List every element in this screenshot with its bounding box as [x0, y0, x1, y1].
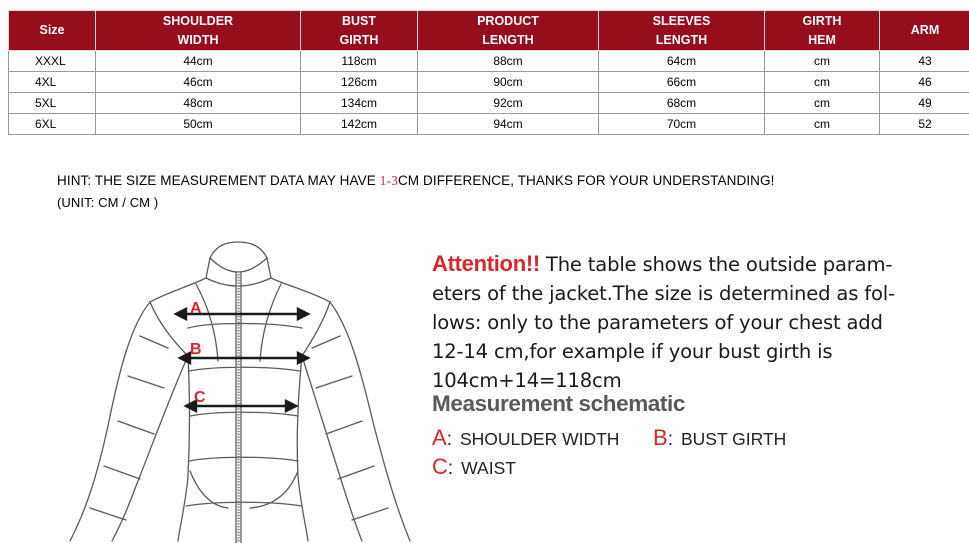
hint-range: 1-3 — [379, 173, 398, 188]
attention-line-4: 12-14 cm,for example if your bust girth is — [432, 340, 833, 363]
attention-note — [432, 249, 922, 395]
header-product-length: PRODUCT LENGTH — [418, 11, 599, 51]
table-row — [9, 114, 969, 135]
unit-text: (UNIT: CM / CM ) — [57, 195, 159, 210]
legend-label: WAIST — [461, 458, 516, 478]
legend-letter: C — [432, 454, 448, 479]
cell-product-length: 90cm — [418, 72, 599, 93]
cell-product-length: 94cm — [418, 114, 599, 135]
cell-sleeves-length: 66cm — [599, 72, 765, 93]
cell-shoulder-width: 44cm — [96, 51, 301, 72]
header-bust-girth: BUST GIRTH — [301, 11, 418, 51]
diagram-label-c: C — [194, 389, 206, 406]
legend-item-b: B: BUST GIRTH — [653, 425, 787, 450]
arrow-c-right-head — [286, 401, 296, 411]
cell-girth-hem: cm — [765, 72, 880, 93]
attention-line-1: The table shows the outside param- — [539, 253, 893, 276]
cell-sleeves-length: 68cm — [599, 93, 765, 114]
cell-girth-hem: cm — [765, 51, 880, 72]
hint-text: HINT: THE SIZE MEASUREMENT DATA MAY HAVE 1-3CM DIFFERENCE, THANKS FOR YOUR UNDERSTANDING! — [57, 173, 775, 188]
cell-size: XXXL — [9, 51, 96, 72]
cell-sleeves-length: 70cm — [599, 114, 765, 135]
attention-line-3: lows: only to the parameters of your chest add — [432, 311, 883, 334]
cell-shoulder-width: 46cm — [96, 72, 301, 93]
header-girth-hem: GIRTH HEM — [765, 11, 880, 51]
header-arm: ARM — [880, 11, 969, 51]
size-table — [8, 10, 969, 135]
cell-girth-hem: cm — [765, 93, 880, 114]
attention-line-5: 104cm+14=118cm — [432, 369, 622, 392]
arrow-a-right-head — [298, 309, 308, 319]
cell-arm: 49 — [880, 93, 969, 114]
diagram-label-b: B — [190, 341, 202, 358]
cell-bust-girth: 134cm — [301, 93, 418, 114]
cell-bust-girth: 118cm — [301, 51, 418, 72]
cell-size: 5XL — [9, 93, 96, 114]
legend-letter: B — [653, 425, 668, 450]
cell-arm: 46 — [880, 72, 969, 93]
legend-label: BUST GIRTH — [680, 429, 787, 449]
diagram-label-a: A — [190, 300, 202, 317]
arrow-a-left-head — [176, 309, 186, 319]
cell-shoulder-width: 50cm — [96, 114, 301, 135]
cell-arm: 43 — [880, 51, 969, 72]
schematic-title: Measurement schematic — [432, 391, 685, 416]
jacket-diagram — [40, 236, 415, 543]
cell-size: 4XL — [9, 72, 96, 93]
cell-size: 6XL — [9, 114, 96, 135]
cell-arm: 52 — [880, 114, 969, 135]
attention-line-2: eters of the jacket.The size is determined as fol- — [432, 282, 895, 305]
legend-item-c: C: WAIST — [432, 454, 516, 479]
arrow-b-right-head — [298, 353, 308, 363]
table-row — [9, 93, 969, 114]
cell-bust-girth: 142cm — [301, 114, 418, 135]
header-sleeves-length: SLEEVES LENGTH — [599, 11, 765, 51]
header-size: Size — [9, 11, 96, 51]
attention-label: Attention!! — [432, 251, 540, 276]
table-row — [9, 72, 969, 93]
table-header-row — [9, 11, 969, 51]
table-row — [9, 51, 969, 72]
cell-product-length: 88cm — [418, 51, 599, 72]
legend-label: SHOULDER WIDTH — [459, 429, 620, 449]
cell-product-length: 92cm — [418, 93, 599, 114]
legend-item-a: A: SHOULDER WIDTH — [432, 425, 620, 450]
cell-sleeves-length: 64cm — [599, 51, 765, 72]
cell-bust-girth: 126cm — [301, 72, 418, 93]
cell-shoulder-width: 48cm — [96, 93, 301, 114]
cell-girth-hem: cm — [765, 114, 880, 135]
arrow-b-left-head — [180, 353, 190, 363]
header-shoulder-width: SHOULDER WIDTH — [96, 11, 301, 51]
legend-letter: A — [432, 425, 447, 450]
jacket-outline — [70, 242, 410, 541]
